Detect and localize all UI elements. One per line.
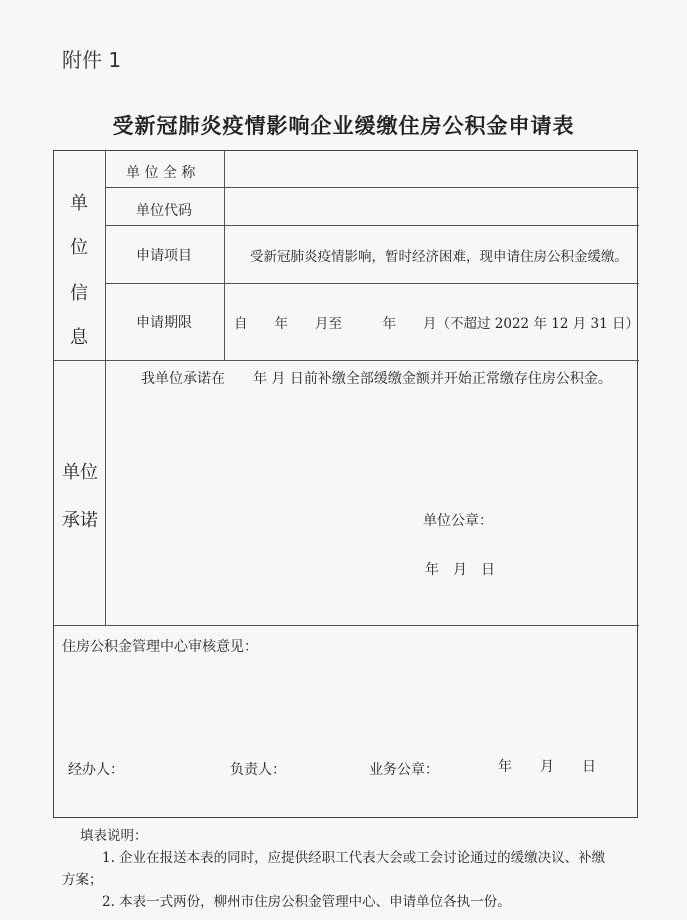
commitment-section-label: 单位	[62, 462, 98, 483]
manager-label: 负责人：	[230, 762, 286, 778]
attachment-label: 附件 1	[62, 48, 122, 72]
review-heading: 住房公积金管理中心审核意见：	[62, 639, 258, 655]
unit-info-char: 信	[70, 283, 88, 304]
unit-name-label: 单 位 全 称	[126, 165, 196, 181]
form-title: 受新冠肺炎疫情影响企业缓缴住房公积金申请表	[112, 113, 575, 138]
application-period-value: 自 年 月至 年 月（不超过 2022 年 12 月 31 日）	[234, 316, 639, 332]
business-seal-label: 业务公章：	[369, 762, 439, 778]
section-divider	[54, 625, 639, 626]
row-divider	[105, 283, 639, 284]
unit-info-char: 单	[70, 193, 88, 214]
application-item-label: 申请项目	[136, 248, 192, 264]
unit-info-char: 位	[70, 237, 88, 258]
commitment-statement: 我单位承诺在 年 月 日前补缴全部缓缴金额并开始正常缴存住房公积金。	[141, 371, 612, 387]
row-divider	[105, 225, 639, 226]
application-period-label: 申请期限	[136, 315, 192, 331]
label-column-divider	[224, 151, 225, 360]
commitment-section-label: 承诺	[62, 510, 98, 531]
note-item: 方案；	[62, 872, 103, 888]
unit-info-char: 息	[70, 327, 88, 348]
filling-instructions	[62, 825, 662, 913]
commitment-date-label: 年 月 日	[425, 562, 495, 578]
review-date-label: 年 月 日	[498, 759, 596, 775]
unit-code-label: 单位代码	[136, 203, 192, 219]
unit-seal-label: 单位公章：	[423, 513, 493, 529]
application-item-value: 受新冠肺炎疫情影响，暂时经济困难，现申请住房公积金缓缴。	[250, 249, 628, 265]
note-item: 1. 企业在报送本表的同时，应提供经职工代表大会或工会讨论通过的缓缴决议、补缴	[102, 850, 606, 866]
notes-heading: 填表说明：	[80, 828, 148, 844]
section-divider	[54, 360, 639, 361]
application-form-table	[53, 150, 638, 818]
left-column-divider	[105, 151, 106, 625]
handler-label: 经办人：	[68, 762, 124, 778]
row-divider	[105, 187, 639, 188]
note-item: 2. 本表一式两份，柳州市住房公积金管理中心、申请单位各执一份。	[102, 894, 511, 910]
